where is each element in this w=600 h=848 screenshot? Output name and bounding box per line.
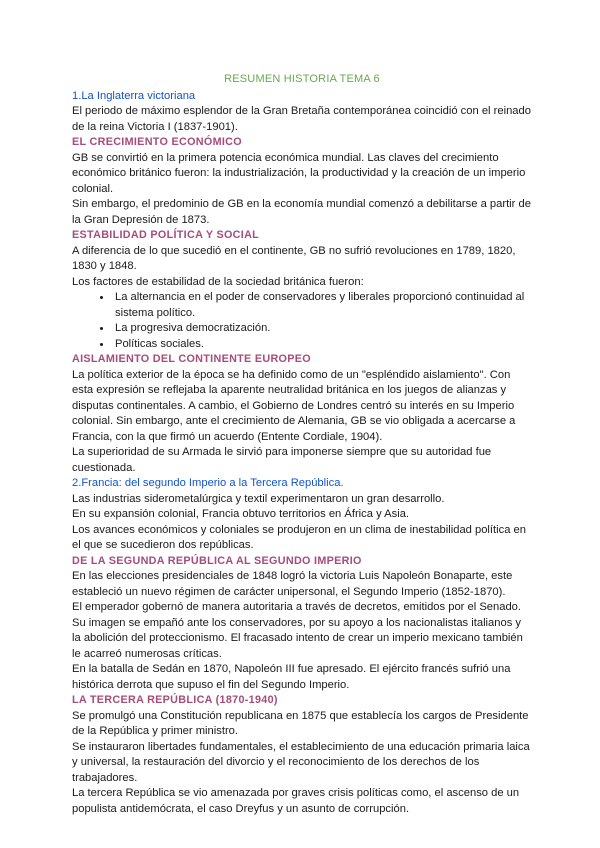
paragraph: En su expansión colonial, Francia obtuvo territorios en África y Asia. (72, 508, 410, 520)
paragraph: En las elecciones presidenciales de 1848 logró la victoria Luis Napoleón Bonaparte, este estableció un nuevo régimen de carácter unipersonal, el Segundo Imperio (1852-1870). (72, 570, 513, 598)
list-item: • Políticas sociales. (112, 337, 532, 353)
document-title: RESUMEN HISTORIA TEMA 6 (224, 73, 380, 85)
list-item: • La progresiva democratización. (112, 321, 532, 337)
heading-crecimiento-economico: EL CRECIMIENTO ECONÓMICO (72, 136, 242, 148)
heading-aislamiento: AISLAMIENTO DEL CONTINENTE EUROPEO (72, 353, 311, 365)
paragraph: La tercera República se vio amenazada por graves crisis políticas como, el ascenso de un populista antidemócrata, el caso Dreyfus y un asunto de corrupción. (72, 787, 520, 815)
paragraph: Se promulgó una Constitución republicana en 1875 que establecía los cargos de Presidente de la República y primer ministro. (72, 709, 529, 737)
paragraph: Sin embargo, el predominio de GB en la economía mundial comenzó a debilitarse a partir de la Gran Depresión de 1873. (72, 198, 531, 226)
paragraph: Su imagen se empañó ante los conservadores, por su apoyo a los nacionalistas italianos y la abolición del proteccionismo. El fracasado intento de crear un imperio mexicano también le acarreó numerosas críticas. (72, 616, 523, 660)
paragraph: La superioridad de su Armada le sirvió para imponerse siempre que su autoridad fue cuestionada. (72, 446, 492, 474)
paragraph: La política exterior de la época se ha definido como de un "espléndido aislamiento". Con esta expresión se reflejaba la aparente neutralidad británica en los juegos de alianzas y disputas continentales. A cambio, el Gobierno de Londres centró su interés en su Imperio colonial. Sin embargo, ante el crecimiento de Alemania, GB se vio obligada a acercarse a Francia, con la que firmó un acuerdo (Entente Cordiale, 1904). (72, 368, 516, 443)
paragraph: GB se convirtió en la primera potencia económica mundial. Las claves del crecimiento económico británico fueron: la industrialización, la productividad y la creación de un imperio colonial. (72, 151, 526, 195)
paragraph: El emperador gobernó de manera autoritaria a través de decretos, emitidos por el Senado. (72, 601, 522, 613)
heading-estabilidad-politica: ESTABILIDAD POLÍTICA Y SOCIAL (72, 229, 260, 241)
paragraph: A diferencia de lo que sucedió en el continente, GB no sufrió revoluciones en 1789, 1820, 1830 y 1848. (72, 244, 516, 272)
heading-inglaterra-victoriana: 1.La Inglaterra victoriana (72, 89, 196, 102)
heading-tercera-republica: LA TERCERA REPÚBLICA (1870-1940) (72, 694, 278, 706)
paragraph: El periodo de máximo esplendor de la Gran Bretaña contemporánea coincidió con el reinado de la reina Victoria I (1837-1901). (72, 105, 531, 133)
paragraph: Los factores de estabilidad de la sociedad británica fueron: (72, 275, 364, 288)
document-page (72, 72, 532, 817)
paragraph: En la batalla de Sedán en 1870, Napoleón III fue apresado. El ejército francés sufrió una histórica derrota que supuso el fin del Segundo Imperio. (72, 663, 511, 691)
paragraph: Las industrias siderometalúrgica y textil experimentaron un gran desarrollo. (72, 492, 445, 505)
list-item: • La alternancia en el poder de conservadores y liberales proporcionó continuidad al sistema político. (112, 290, 532, 321)
bullet-list (72, 290, 532, 352)
paragraph: Los avances económicos y coloniales se produjeron en un clima de inestabilidad política en el que se sucedieron dos repúblicas. (72, 523, 526, 551)
paragraph: Se instauraron libertades fundamentales, el establecimiento de una educación primaria laica y universal, la restauración del divorcio y el reconocimiento de los derechos de los trabajadores. (72, 740, 530, 784)
heading-segunda-republica: DE LA SEGUNDA REPÚBLICA AL SEGUNDO IMPERIO (72, 554, 362, 567)
heading-francia: 2.Francia: del segundo Imperio a la Tercera República. (72, 477, 344, 489)
